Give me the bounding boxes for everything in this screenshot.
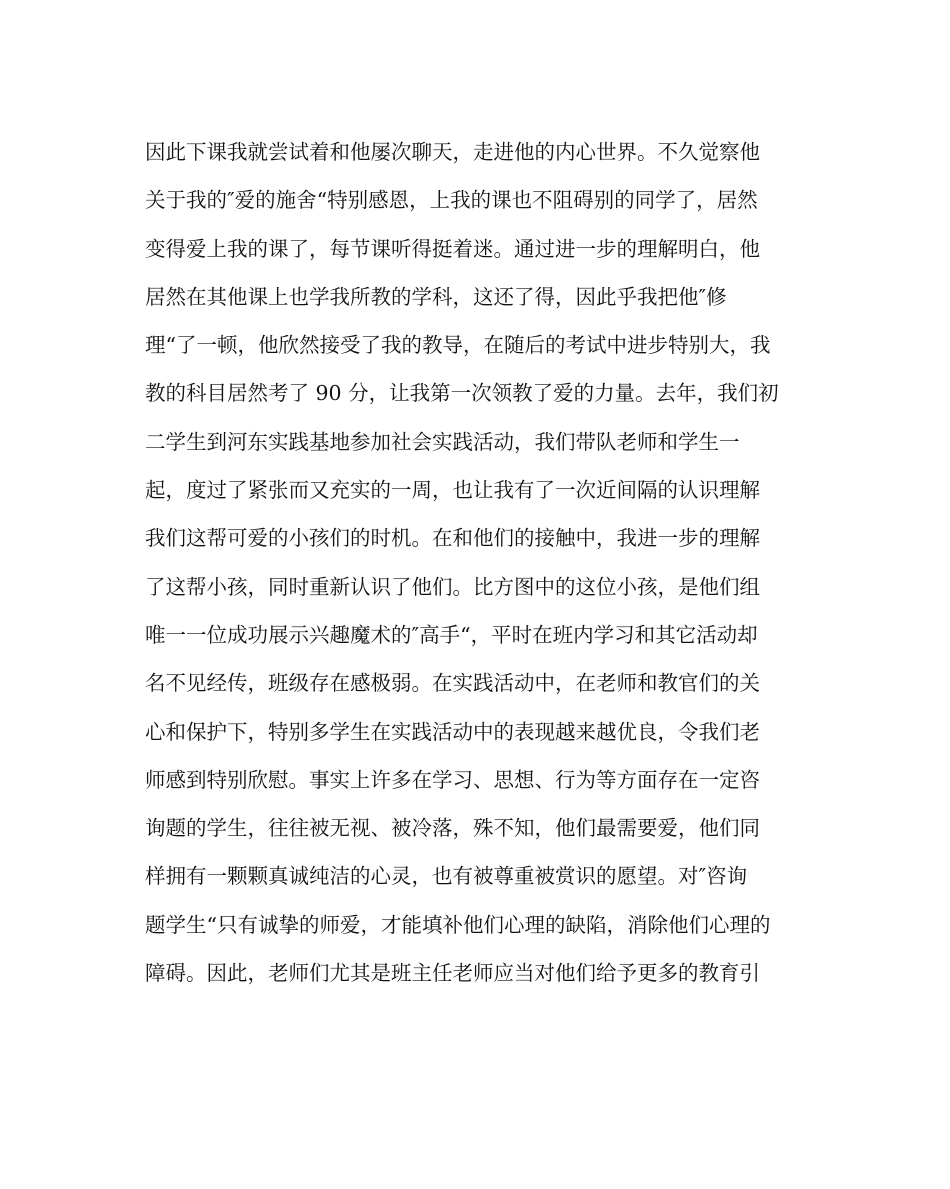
text-line-14: 师感到特别欣慰。事实上许多在学习、思想、行为等方面存在一定咨 — [145, 767, 760, 792]
text-line-18: 障碍。因此，老师们尤其是班主任老师应当对他们给予更多的教育引 — [145, 961, 760, 986]
text-line-7: 二学生到河东实践基地参加社会实践活动，我们带队老师和学生一 — [145, 429, 740, 454]
text-line-1: 因此下课我就尝试着和他屡次聊天，走进他的内心世界。不久觉察他 — [145, 140, 760, 164]
text-line-10: 了这帮小孩，同时重新认识了他们。比方图中的这位小孩，是他们组 — [145, 574, 760, 599]
text-line-6: 教的科目居然考了 90 分，让我第一次领教了爱的力量。去年，我们初 — [145, 381, 779, 406]
text-line-16: 样拥有一颗颗真诚纯洁的心灵，也有被尊重被赏识的愿望。对″咨询 — [145, 864, 748, 889]
text-line-17: 题学生“只有诚挚的师爱，才能填补他们心理的缺陷，消除他们心理的 — [145, 912, 771, 937]
text-line-2: 关于我的″爱的施舍“特别感恩，上我的课也不阻碍别的同学了，居然 — [145, 188, 758, 213]
text-line-3: 变得爱上我的课了，每节课听得挺着迷。通过进一步的理解明白，他 — [145, 236, 760, 261]
text-line-8: 起，度过了紧张而又充实的一周，也让我有了一次近间隔的认识理解 — [145, 478, 760, 503]
text-line-15: 询题的学生，往往被无视、被冷落，殊不知，他们最需要爱，他们同 — [145, 816, 760, 841]
text-line-5: 理“了一顿，他欣然接受了我的教导，在随后的考试中进步特别大，我 — [145, 333, 771, 358]
text-line-9: 我们这帮可爱的小孩们的时机。在和他们的接触中，我进一步的理解 — [145, 526, 760, 551]
body-text — [145, 128, 825, 997]
text-line-12: 名不见经传，班级存在感极弱。在实践活动中，在老师和教官们的关 — [145, 671, 760, 696]
text-line-13: 心和保护下，特别多学生在实践活动中的表现越来越优良，令我们老 — [145, 719, 760, 744]
text-line-11: 唯一一位成功展示兴趣魔术的″高手“，平时在班内学习和其它活动却 — [145, 622, 758, 647]
text-line-4: 居然在其他课上也学我所教的学科，这还了得，因此乎我把他″修 — [145, 284, 727, 309]
